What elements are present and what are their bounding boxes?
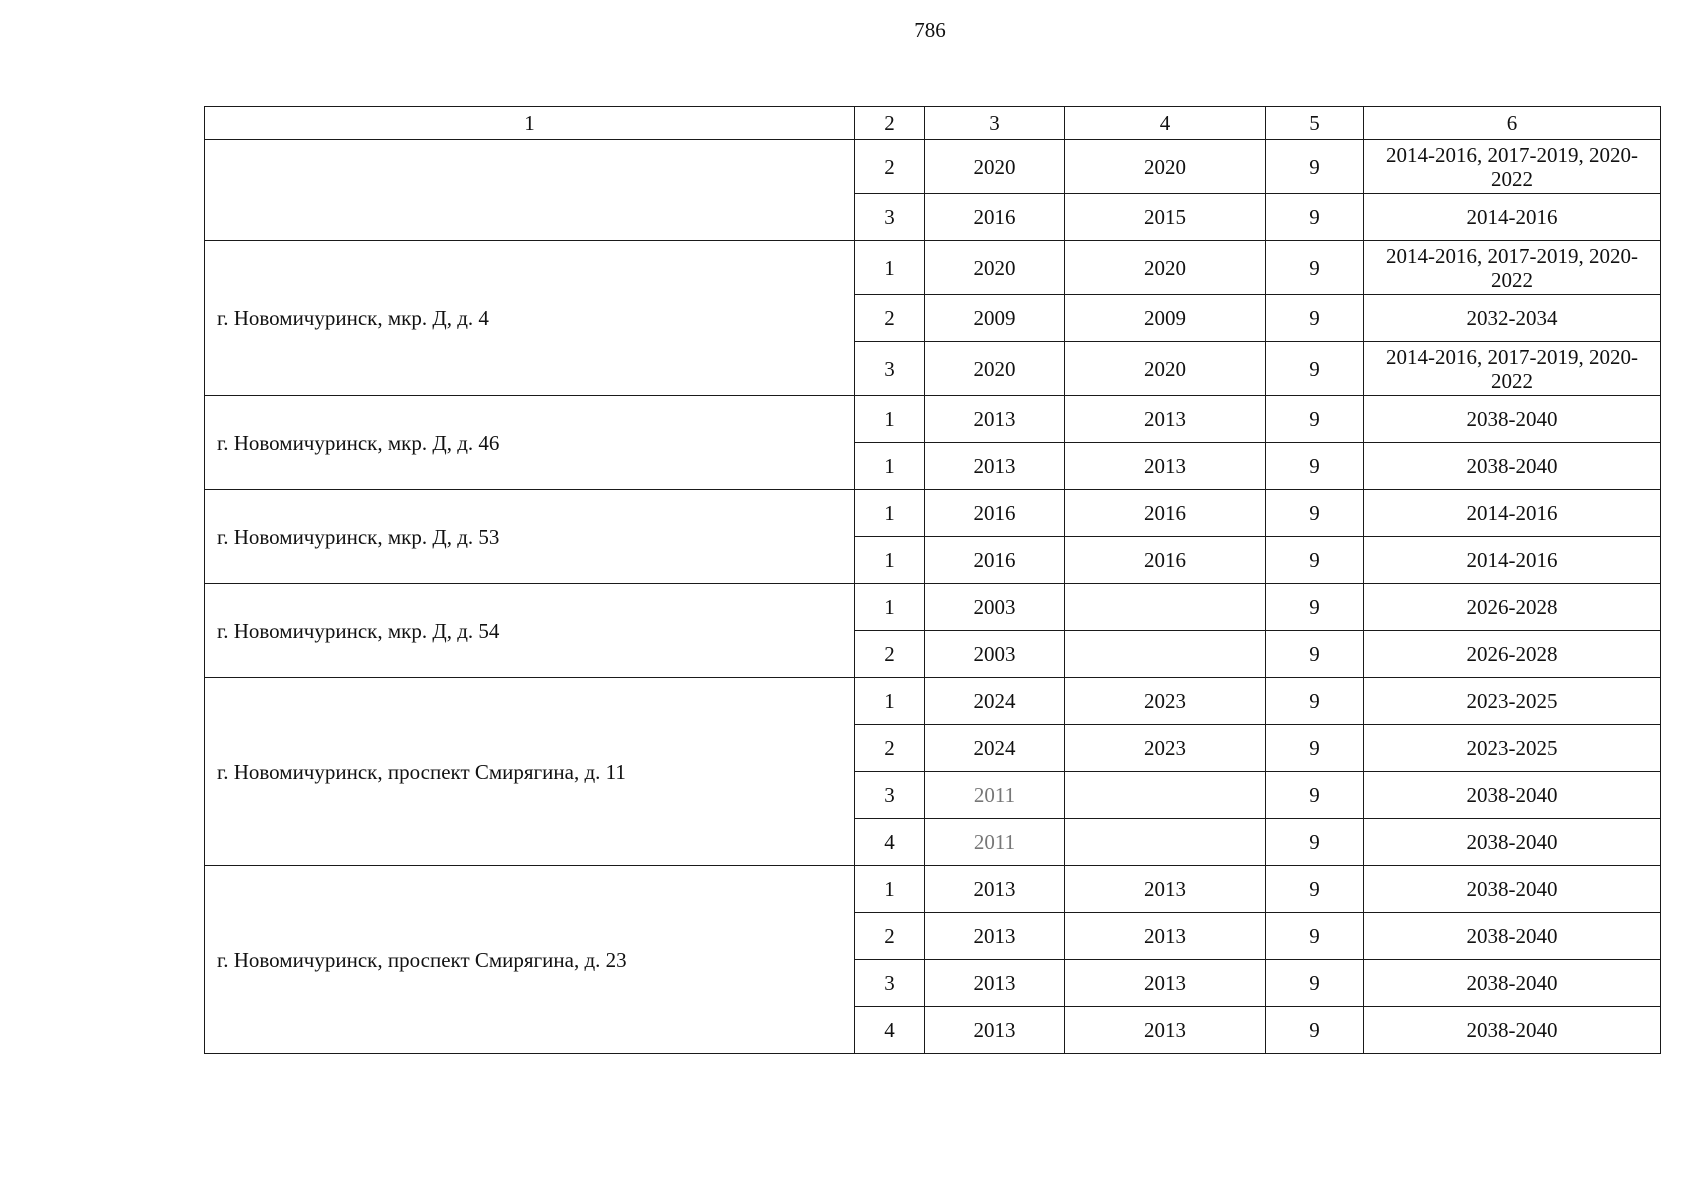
cell-year-2: 2023 (1065, 678, 1266, 725)
cell-floors: 9 (1266, 295, 1364, 342)
cell-floors: 9 (1266, 194, 1364, 241)
cell-year-2: 2013 (1065, 866, 1266, 913)
cell-year: 2013 (925, 960, 1065, 1007)
cell-floors: 9 (1266, 631, 1364, 678)
cell-year-2: 2013 (1065, 1007, 1266, 1054)
address-cell (205, 140, 855, 241)
cell-floors: 9 (1266, 443, 1364, 490)
table-row (205, 140, 1661, 194)
cell-year-2 (1065, 772, 1266, 819)
cell-period: 2014-2016 (1364, 194, 1661, 241)
cell-year: 2013 (925, 913, 1065, 960)
cell-period: 2038-2040 (1364, 866, 1661, 913)
cell-entrance: 1 (855, 396, 925, 443)
cell-entrance: 1 (855, 537, 925, 584)
cell-entrance: 1 (855, 866, 925, 913)
cell-floors: 9 (1266, 396, 1364, 443)
cell-period: 2038-2040 (1364, 819, 1661, 866)
table-row (205, 396, 1661, 443)
cell-year: 2011 (925, 819, 1065, 866)
cell-year: 2024 (925, 725, 1065, 772)
cell-period: 2014-2016 (1364, 490, 1661, 537)
cell-floors: 9 (1266, 537, 1364, 584)
address-cell: г. Новомичуринск, мкр. Д, д. 4 (205, 241, 855, 396)
cell-period: 2038-2040 (1364, 913, 1661, 960)
cell-year: 2016 (925, 490, 1065, 537)
table-row (205, 866, 1661, 913)
cell-period: 2026-2028 (1364, 584, 1661, 631)
cell-period: 2032-2034 (1364, 295, 1661, 342)
cell-entrance: 2 (855, 725, 925, 772)
cell-year-2: 2013 (1065, 960, 1266, 1007)
cell-year: 2013 (925, 1007, 1065, 1054)
cell-period: 2023-2025 (1364, 678, 1661, 725)
cell-floors: 9 (1266, 1007, 1364, 1054)
cell-floors: 9 (1266, 241, 1364, 295)
cell-period: 2038-2040 (1364, 1007, 1661, 1054)
cell-period: 2026-2028 (1364, 631, 1661, 678)
cell-year: 2013 (925, 443, 1065, 490)
cell-period: 2014-2016 (1364, 537, 1661, 584)
cell-year-2: 2023 (1065, 725, 1266, 772)
cell-period: 2038-2040 (1364, 443, 1661, 490)
cell-year: 2013 (925, 866, 1065, 913)
cell-entrance: 1 (855, 490, 925, 537)
table-row (205, 584, 1661, 631)
cell-period: 2038-2040 (1364, 772, 1661, 819)
cell-entrance: 4 (855, 819, 925, 866)
cell-year-2: 2020 (1065, 342, 1266, 396)
cell-floors: 9 (1266, 960, 1364, 1007)
address-cell: г. Новомичуринск, мкр. Д, д. 54 (205, 584, 855, 678)
table-header-row (205, 107, 1661, 140)
header-cell: 1 (205, 107, 855, 140)
cell-year: 2020 (925, 140, 1065, 194)
cell-entrance: 2 (855, 913, 925, 960)
table-row (205, 241, 1661, 295)
page-number: 786 (914, 18, 946, 42)
address-cell: г. Новомичуринск, проспект Смирягина, д. 23 (205, 866, 855, 1054)
cell-year: 2016 (925, 194, 1065, 241)
cell-year-2: 2016 (1065, 537, 1266, 584)
cell-year-2: 2013 (1065, 443, 1266, 490)
cell-floors: 9 (1266, 819, 1364, 866)
cell-period: 2023-2025 (1364, 725, 1661, 772)
cell-floors: 9 (1266, 140, 1364, 194)
cell-year: 2013 (925, 396, 1065, 443)
header-cell: 6 (1364, 107, 1661, 140)
cell-year-2 (1065, 631, 1266, 678)
cell-entrance: 2 (855, 631, 925, 678)
cell-floors: 9 (1266, 678, 1364, 725)
cell-entrance: 3 (855, 194, 925, 241)
cell-year-2 (1065, 584, 1266, 631)
cell-floors: 9 (1266, 725, 1364, 772)
cell-period: 2014-2016, 2017-2019, 2020-2022 (1364, 140, 1661, 194)
cell-year-2: 2009 (1065, 295, 1266, 342)
cell-entrance: 4 (855, 1007, 925, 1054)
cell-year-2: 2020 (1065, 241, 1266, 295)
cell-floors: 9 (1266, 772, 1364, 819)
cell-entrance: 1 (855, 443, 925, 490)
cell-entrance: 2 (855, 295, 925, 342)
cell-floors: 9 (1266, 913, 1364, 960)
cell-entrance: 1 (855, 241, 925, 295)
cell-period: 2038-2040 (1364, 960, 1661, 1007)
cell-year: 2009 (925, 295, 1065, 342)
cell-period: 2014-2016, 2017-2019, 2020-2022 (1364, 342, 1661, 396)
cell-year: 2003 (925, 584, 1065, 631)
cell-floors: 9 (1266, 490, 1364, 537)
cell-year-2: 2020 (1065, 140, 1266, 194)
cell-entrance: 3 (855, 342, 925, 396)
cell-year: 2016 (925, 537, 1065, 584)
cell-floors: 9 (1266, 866, 1364, 913)
cell-year-2 (1065, 819, 1266, 866)
table-row (205, 678, 1661, 725)
cell-year: 2020 (925, 241, 1065, 295)
cell-year-2: 2016 (1065, 490, 1266, 537)
cell-year: 2020 (925, 342, 1065, 396)
header-cell: 5 (1266, 107, 1364, 140)
cell-floors: 9 (1266, 584, 1364, 631)
cell-floors: 9 (1266, 342, 1364, 396)
cell-year: 2011 (925, 772, 1065, 819)
cell-entrance: 1 (855, 584, 925, 631)
cell-period: 2038-2040 (1364, 396, 1661, 443)
address-cell: г. Новомичуринск, проспект Смирягина, д. 11 (205, 678, 855, 866)
data-table (204, 106, 1661, 1054)
header-cell: 3 (925, 107, 1065, 140)
table-row (205, 490, 1661, 537)
header-cell: 2 (855, 107, 925, 140)
header-cell: 4 (1065, 107, 1266, 140)
address-cell: г. Новомичуринск, мкр. Д, д. 46 (205, 396, 855, 490)
cell-entrance: 3 (855, 960, 925, 1007)
cell-entrance: 3 (855, 772, 925, 819)
cell-year-2: 2013 (1065, 913, 1266, 960)
cell-period: 2014-2016, 2017-2019, 2020-2022 (1364, 241, 1661, 295)
cell-year: 2003 (925, 631, 1065, 678)
cell-entrance: 1 (855, 678, 925, 725)
address-cell: г. Новомичуринск, мкр. Д, д. 53 (205, 490, 855, 584)
cell-year: 2024 (925, 678, 1065, 725)
cell-year-2: 2015 (1065, 194, 1266, 241)
cell-entrance: 2 (855, 140, 925, 194)
cell-year-2: 2013 (1065, 396, 1266, 443)
